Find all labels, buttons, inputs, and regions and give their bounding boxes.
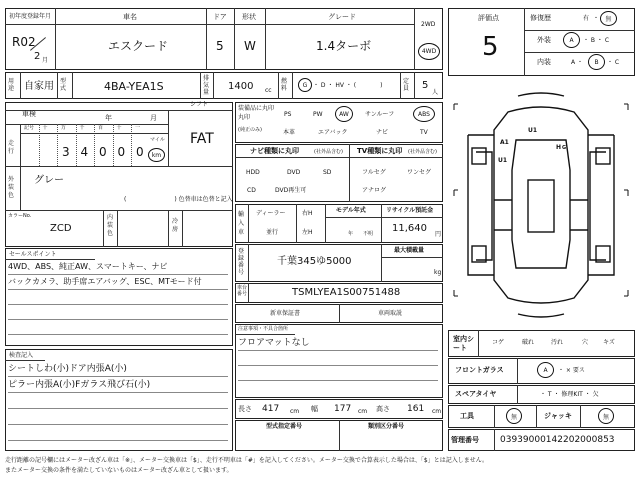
exterior-color-label: 外装色: [8, 176, 15, 199]
seat-item: コゲ: [492, 339, 505, 346]
tv-oneseg: ワンセグ: [407, 169, 432, 176]
km-circle: [148, 148, 165, 162]
fuel-rest: ・ D ・ HV ・ ( ): [313, 82, 383, 89]
reg-no-value: 千葉345ゆ5000: [277, 256, 352, 267]
color-no-value: ZCD: [50, 223, 72, 234]
drive-4wd: 4WD: [421, 48, 437, 55]
drive-4wd-circle: [418, 43, 440, 60]
inspection-year-unit: 年: [105, 114, 112, 122]
equip-navi: ナビ: [376, 129, 389, 136]
mgmt-label: 管理番号: [451, 436, 479, 444]
max-load-label: 最大積載量: [394, 247, 425, 254]
equip-abs: ABS: [418, 110, 430, 118]
navi-label: ナビ種類に丸印: [250, 147, 299, 155]
tv-analog: アナログ: [362, 187, 387, 194]
diagram-mark-g: G: [562, 145, 567, 151]
seat-item: 破れ: [522, 339, 535, 346]
score-label: 評価点: [478, 14, 499, 22]
navi-dvd: DVD: [287, 169, 301, 176]
tool-value: 無: [510, 413, 517, 421]
jack-value: 無: [602, 413, 609, 421]
tool-circle: [506, 408, 522, 424]
equip-pw: PW: [313, 111, 323, 118]
chassis-value: TSMLYEA1S00751488: [292, 287, 401, 298]
digit-header-cell: 十: [42, 125, 48, 131]
equip-abs-circle: [413, 106, 435, 122]
navi-note: (社外品含む): [314, 149, 343, 155]
exterior-label: 外装: [537, 36, 551, 44]
exterior-a: A: [569, 36, 574, 44]
exterior-rest: ・ B ・ C: [583, 37, 610, 44]
interior-b: B: [594, 58, 599, 66]
interior-label: 内装: [537, 58, 551, 66]
equip-tv: TV: [420, 129, 428, 136]
front-glass-rest: ・ × 要ス: [558, 367, 585, 374]
navi-dvd-playable: DVD再生可: [275, 187, 307, 194]
reg-no-label: 登録番号: [238, 248, 245, 276]
jack-circle: [598, 408, 614, 424]
grade-label: グレード: [328, 13, 356, 21]
displacement-unit: cc: [265, 87, 272, 94]
equip-aw: AW: [339, 110, 349, 118]
parallel-label: 並行: [266, 229, 279, 236]
repair-yes: 有: [583, 15, 590, 22]
fuel-g-circle: [298, 78, 312, 92]
notes-box: [235, 324, 443, 398]
shift-label: シフト: [190, 101, 209, 108]
mileage-digit: 0: [117, 145, 126, 159]
navi-sd: SD: [323, 169, 332, 176]
digit-header-cell: 万: [61, 125, 67, 131]
navi-cd: CD: [247, 187, 256, 194]
height-label: 高さ: [376, 405, 390, 413]
spare-rest: ・ T ・ 修理KIT ・ 欠: [540, 391, 599, 398]
digit-header-cell: 一: [135, 125, 141, 131]
grade-value: 1.4ターボ: [316, 39, 372, 53]
navi-hdd: HDD: [246, 169, 260, 176]
footer-line-2: またメーター交換の条件を満たしていないものはメーター改ざん車として扱います。: [5, 467, 233, 474]
model-year-unit: 年 不明: [348, 231, 374, 237]
usage-label: 用途: [8, 78, 15, 92]
cool-label: 冷房: [172, 218, 179, 233]
mile-label: マイル: [150, 137, 165, 143]
usage-value: 自家用: [24, 81, 54, 92]
mileage-digit: 3: [62, 145, 70, 159]
color-no-label: カラーNo.: [8, 213, 32, 219]
shape-label: 形状: [242, 13, 256, 21]
drive-2wd: 2WD: [421, 21, 436, 28]
equip-aw-circle: [335, 106, 353, 122]
notes-label: 注意事項・不具合箇所: [238, 326, 289, 332]
class-no-label: 類別区分番号: [368, 423, 405, 430]
height-unit: cm: [432, 408, 442, 415]
digit-header-cell: 十: [116, 125, 122, 131]
first-reg-month: 2: [34, 51, 41, 62]
warranty-label: 新車保証書: [270, 310, 301, 317]
width-unit: cm: [358, 408, 368, 415]
model-value: 4BA-YEA1S: [104, 80, 164, 93]
digit-header-cell: 記号: [24, 125, 35, 131]
seat-item: 穴: [582, 339, 589, 346]
footer-line-1: 走行距離の記号欄にはメーター改ざん車は「※」、メーター交換車は「$」、走行不明車は「#」を記入してください。メーター交換で合算表示した場合は、「$」とは記入しません。: [5, 457, 489, 464]
length-label: 長さ: [238, 405, 252, 413]
equip-airbag: エアバック: [318, 129, 348, 136]
dealer-label: ディーラー: [256, 210, 286, 217]
width-value: 177: [334, 404, 352, 414]
repair-label: 修復歴: [530, 14, 551, 22]
right-handle-label: 右H: [302, 210, 313, 217]
interior-rest: ・ C: [607, 59, 620, 66]
interior-a: A ・: [571, 59, 584, 66]
recycle-label: リサイクル預託金: [386, 207, 434, 214]
doors-value: 5: [216, 39, 224, 53]
height-value: 161: [407, 404, 425, 414]
car-diagram: [448, 90, 635, 320]
first-reg-label: 初年度登録年月: [9, 13, 52, 20]
seat-item: キズ: [603, 339, 615, 346]
fuel-g: G: [302, 81, 308, 89]
mileage-digit: 4: [80, 145, 89, 159]
inspector-note-2: ピラー内張A(小)Fガラス飛び石(小): [8, 380, 151, 390]
tv-fullseg: フルセグ: [362, 169, 386, 176]
width-label: 幅: [311, 405, 318, 413]
equip-ps: PS: [284, 111, 292, 118]
mileage-digit: 0: [136, 145, 144, 159]
import-label: 輸入車: [238, 211, 245, 236]
capacity-unit: 人: [432, 89, 439, 96]
shift-value: FAT: [190, 131, 214, 147]
jack-label: ジャッキ: [544, 412, 572, 420]
capacity-value: 5: [422, 80, 429, 91]
repair-no-circle: [600, 11, 617, 26]
repair-no: 無: [605, 16, 612, 23]
recycle-value: 11,640: [392, 223, 427, 234]
sales-point-label: セールスポイント: [9, 251, 57, 258]
tv-note: (社外品含む): [408, 149, 437, 155]
color-value: グレー: [34, 175, 64, 186]
seat-item: 汚れ: [551, 339, 564, 346]
front-glass-a: A: [543, 366, 548, 374]
diagram-mark-u1-top: U1: [528, 127, 538, 134]
equip-sunroof: サンルーフ: [365, 111, 395, 118]
car-name-label: 車名: [123, 13, 137, 21]
digit-header-cell: 百: [98, 125, 104, 131]
score-value: 5: [482, 32, 499, 62]
color-note: ( ) 色替車は色替と記入: [124, 196, 233, 203]
interior-b-circle: [588, 54, 605, 70]
mileage-label: 走行: [8, 140, 15, 155]
first-reg-year: R02: [12, 35, 36, 49]
displacement-value: 1400: [228, 81, 254, 92]
tv-label: TV種類に丸印: [357, 147, 403, 155]
front-glass-label: フロントガラス: [455, 366, 504, 374]
notes-value: フロアマットなし: [238, 338, 310, 348]
displacement-label: 排気量: [203, 75, 210, 96]
left-handle-label: 左H: [302, 229, 313, 236]
interior-color-label: 内装色: [107, 214, 114, 237]
mileage-digit: 0: [99, 145, 107, 159]
digit-header-cell: 千: [79, 125, 85, 131]
max-load-unit: kg: [434, 269, 442, 276]
sales-point-2: バックカメラ、助手席エアバッグ、ESC、MTモード付: [8, 277, 202, 286]
inspection-month-unit: 月: [150, 114, 157, 122]
diagram-mark-u1: U1: [498, 157, 508, 164]
inspection-label: 車検: [22, 110, 36, 118]
km-label: km: [151, 151, 162, 159]
equipment-sublabel: (純正のみ): [238, 127, 262, 133]
inspector-note-1: シートしわ(小)ドア内張A(小): [8, 364, 127, 374]
equip-leather: 本革: [283, 129, 296, 136]
sales-point-1: 4WD、ABS、純正AW、スマートキー、ナビ: [8, 262, 168, 271]
car-name: エスクード: [108, 39, 169, 53]
recycle-unit: 円: [435, 231, 442, 238]
fuel-label: 燃料: [281, 78, 288, 92]
spare-label: スペアタイヤ: [455, 390, 497, 398]
tool-label: 工具: [460, 412, 474, 420]
interior-seat-label: 室内シート: [453, 335, 474, 352]
doors-label: ドア: [213, 13, 227, 21]
length-value: 417: [262, 404, 280, 414]
manual-label: 車両取説: [378, 310, 403, 317]
mgmt-value: 03939000142202000853: [500, 435, 615, 445]
inspector-label: 検査記入: [9, 352, 34, 359]
model-label: 型式: [60, 78, 67, 92]
length-unit: cm: [290, 408, 300, 415]
diagram-mark-a1: A1: [500, 139, 509, 146]
diagram-mark-h: H: [556, 144, 562, 151]
equipment-label: 装備品に丸印: [238, 105, 275, 112]
exterior-a-circle: [563, 32, 580, 48]
model-year-label: モデル年式: [336, 207, 366, 214]
front-glass-a-circle: [537, 362, 554, 378]
first-reg-month-unit: 月: [42, 57, 49, 64]
chassis-label: 車台番号: [237, 285, 248, 297]
shape-value: W: [244, 39, 256, 53]
capacity-label: 定員: [403, 78, 410, 92]
type-no-label: 型式指定番号: [266, 423, 303, 430]
